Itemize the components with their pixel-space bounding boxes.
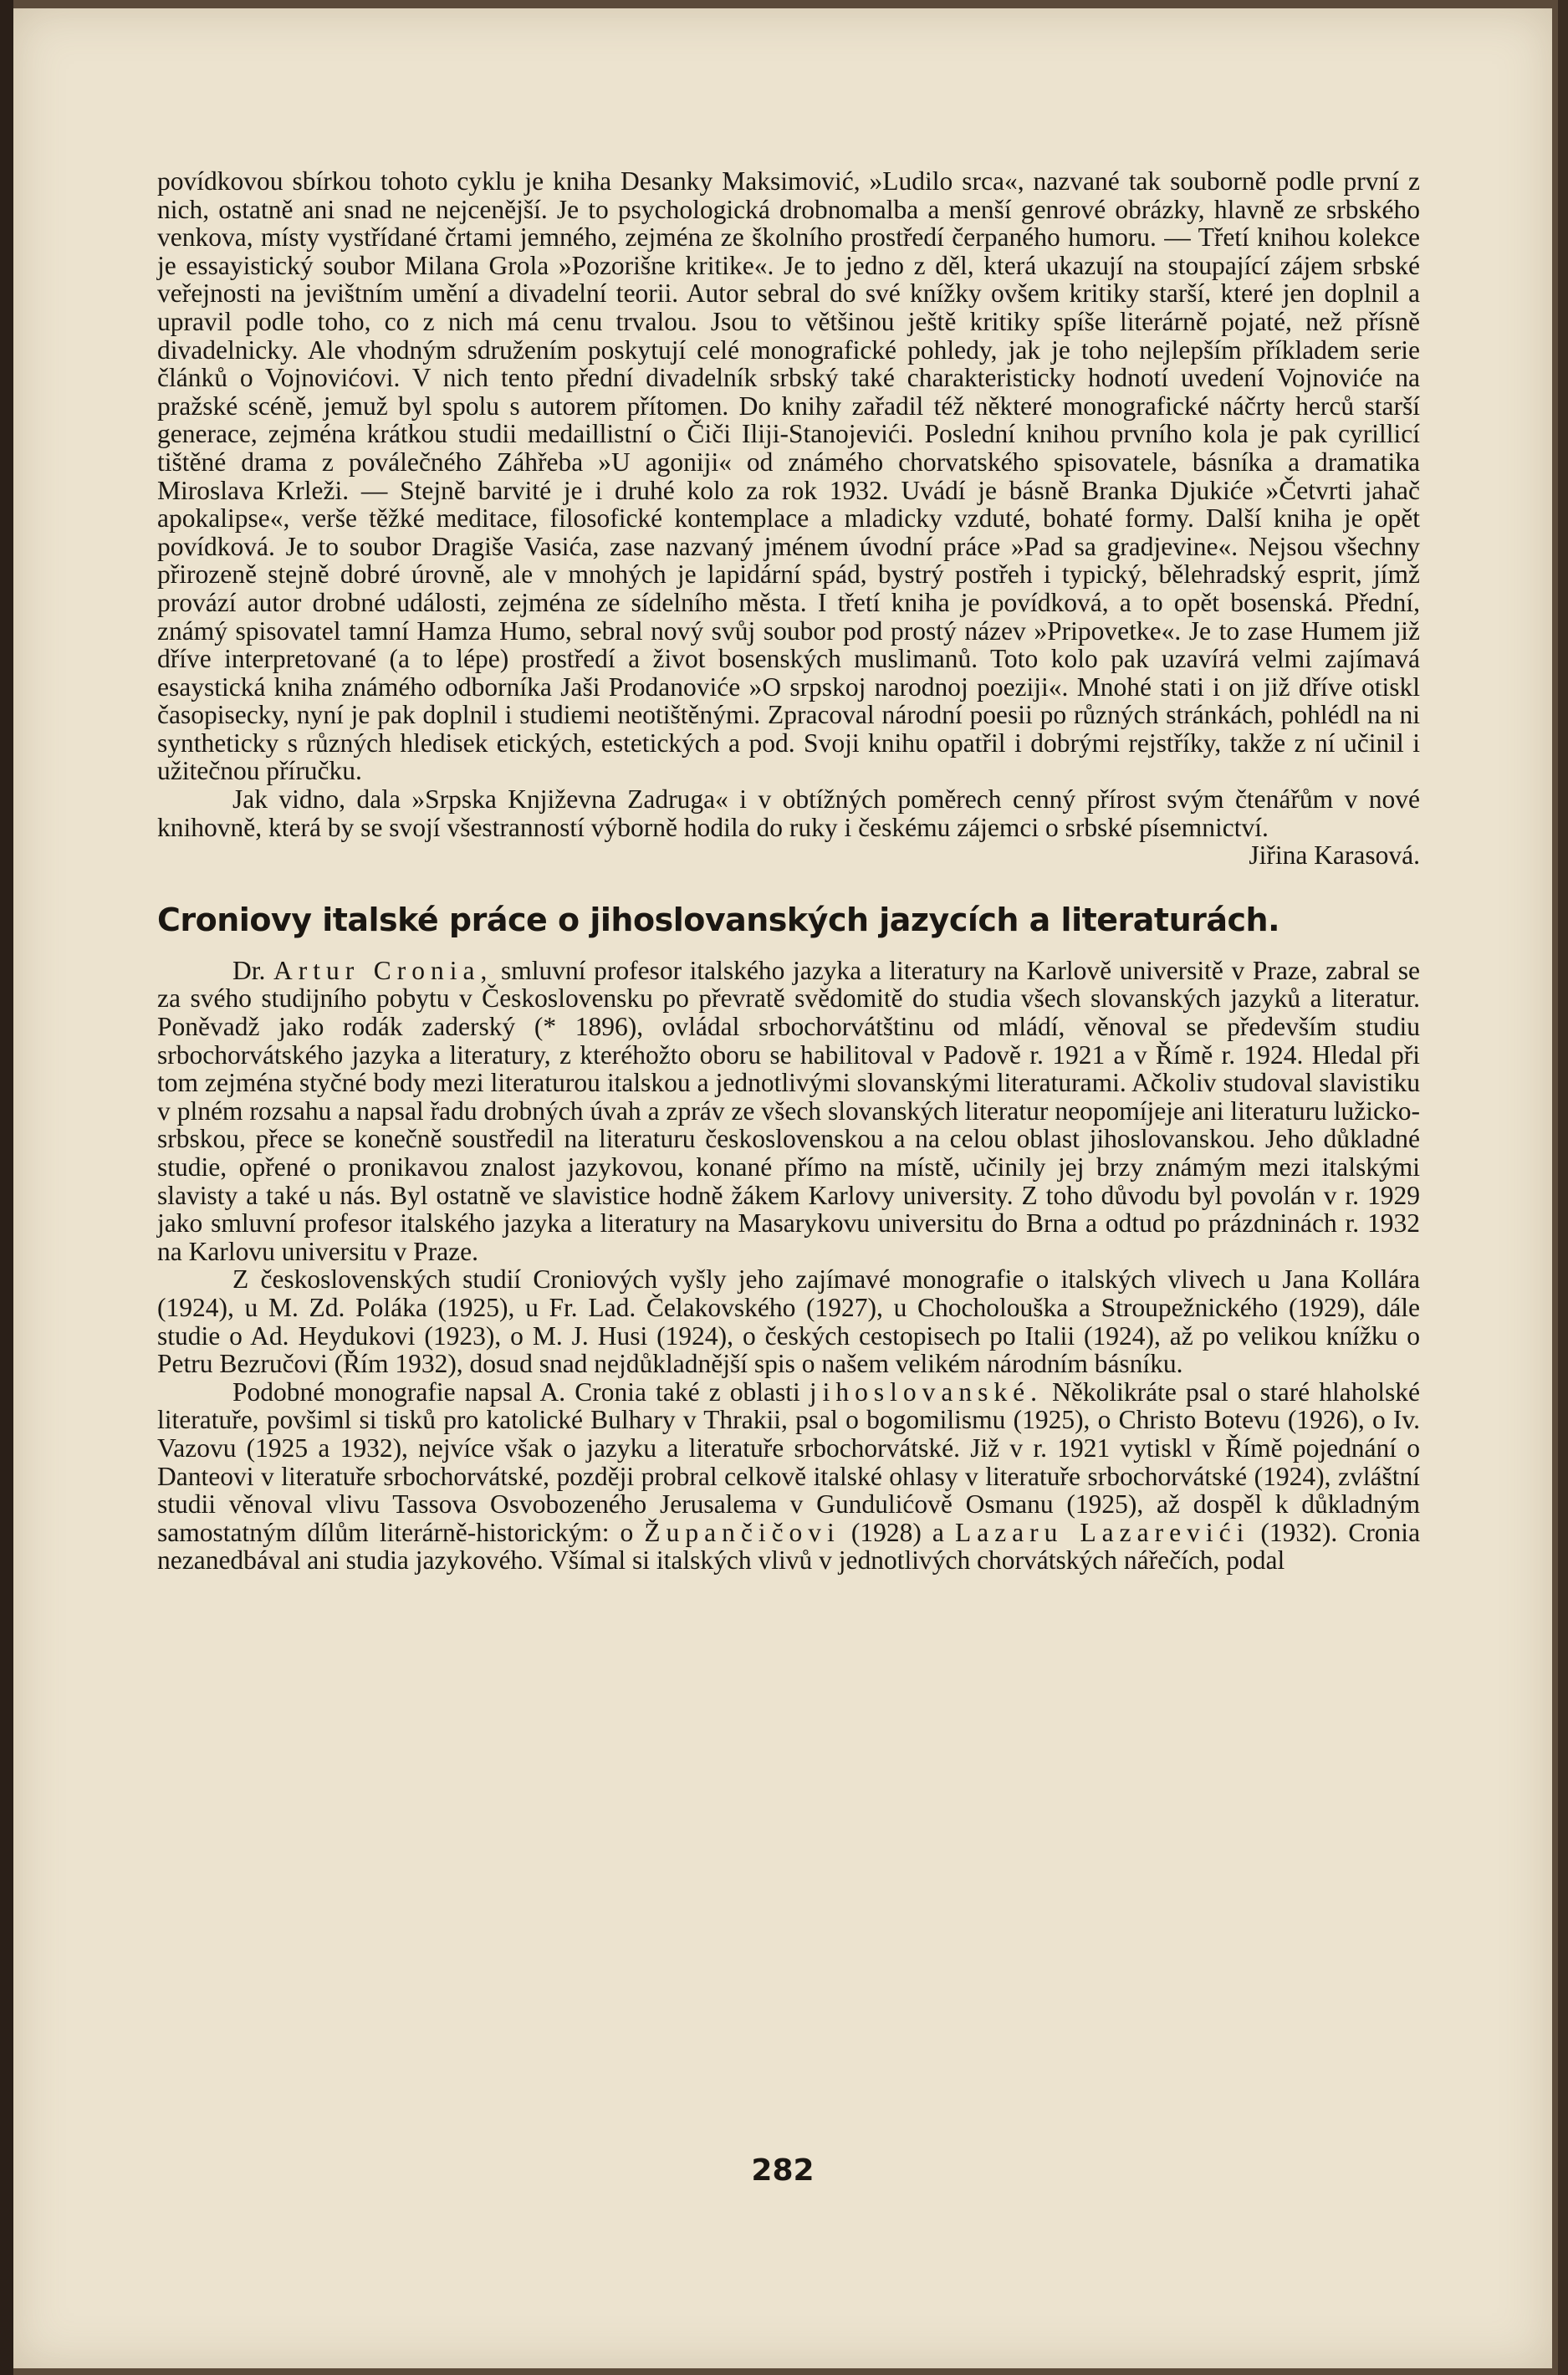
article-paragraph-1: Dr. Artur Cronia, smluvní profesor italského jazyka a literatury na Karlově universitě v Praze, zabral se za svého studijního pobytu v Československu po převratě svědomitě do studia všech slovanských jazyků a literatur. Poněvadž jako rodák zaderský (* 1896), ovládal srbochorvátštinu od mládí, věnoval se především studiu srbochorvátského jazyka a literatury, z kteréhožto oboru se habilitoval v Padově r. 1921 a v Římě r. 1924. Hledal při tom zejména styčné body mezi literaturou italskou a jednotlivými slovanskými literaturami. Ačkoliv studoval slavistiku v plném rozsahu a napsal řadu drobných úvah a zpráv ze všech slovanských literatur neopomíjeje ani literaturu lužicko-srbskou, přece se konečně soustředil na literaturu československou a na celou oblast jihoslovanskou. Jeho důkladné studie, opřené o pronikavou znalost jazykovou, konané přímo na místě, učinily jej brzy známým mezi italskými slavisty a také u nás. Byl ostatně ve slavistice hodně žákem Karlovy university. Z toho důvodu byl povolán v r. 1929 jako smluvní profesor italského jazyka a literatury na Masarykovu universitu do Brna a odtud po prázdninách r. 1932 na Karlovu universitu v Praze. <box>157 955 1421 1266</box>
article-paragraph-3: Podobné monografie napsal A. Cronia také z oblasti jihoslovanské. Několikráte psal o staré hlaholské literatuře, povšiml si tisků pro katolické Bulhary v Thrakii, psal o bogomilismu (1925), o Christo Botevu (1926), o Iv. Vazovu (1925 a 1932), nejvíce však o jazyku a literatuře srbochorvátské. Již v r. 1921 vytiskl v Římě pojednání o Danteovi v literatuře srbochorvátské, později probral celkově italské ohlasy v literatuře srbochorvátské (1924), zvláštní studii věnoval vlivu Tassova Osvobozeného Jerusalema v Gundulićově Osmanu (1925), až dospěl k důkladným samostatným dílům literárně-historickým: o Župančičovi (1928) a Lazaru Lazarevići (1932). Cronia nezanedbával ani studia jazykového. Všímal si italských vlivů v jednotlivých chorvátských nářečích, podal <box>157 1376 1421 1576</box>
page-content <box>157 167 1420 1575</box>
review-closing <box>157 785 1420 841</box>
author-line <box>157 841 1420 870</box>
closing-paragraph: Jak vidno, dala »Srpska Književna Zadruga« i v obtížných poměrech cenný přírost svým čtenářům v nové knihovně, která by se svojí všestranností výborně hodila do ruky i českému zájemci o srbské písemnictví. <box>157 784 1420 842</box>
review-author: Jiřina Karasová. <box>1249 840 1420 871</box>
scan-left-edge <box>0 0 13 2375</box>
review-paragraph: povídkovou sbírkou tohoto cyklu je kniha Desanky Maksimović, »Ludilo srca«, nazvané tak souborně podle první z nich, ostatně ani snad ne nejcenější. Je to psychologická drobnomalba a menší genrové obrázky, hlavně ze srbského venkova, místy vystřídané črtami jemného, zejména ze školního prostředí čerpaného humoru. — Třetí knihou kolekce je essayistický soubor Milana Grola »Pozorišne kritike«. Je to jedno z děl, která ukazují na stoupající zájem srbské veřejnosti na jevištním umění a divadelní teorii. Autor sebral do své knížky ovšem kritiky starší, které jen doplnil a upravil podle toho, co z nich má cenu trvalou. Jsou to většinou ještě kritiky spíše literárně pojaté, než přísně divadelnicky. Ale vhodným sdružením poskytují celé monografické pohledy, jak je toho nejlepším příkladem serie článků o Vojnovićovi. V nich tento přední divadelník srbský také charakteristicky hodnotí uvedení Vojnoviće na pražské scéně, jemuž byl spolu s autorem přítomen. Do knihy zařadil též některé monografické náčrty herců starší generace, zejména krátkou studii medaillistní o Čiči Iliji-Stanojevići. Poslední knihou prvního kola je pak cyrillicí tištěné drama z poválečného Záhřeba »U agoniji« od známého chorvatského spisovatele, básníka a dramatika Miroslava Krleži. — Stejně barvité je i druhé kolo za rok 1932. Uvádí je básně Branka Djukiće »Četvrti jahač apokalipse«, verše těžké meditace, filosofické kontemplace a mladicky vzduté, bohaté formy. Další kniha je opět povídková. Je to soubor Dragiše Vasića, zase nazvaný jménem úvodní práce »Pad sa gradjevine«. Nejsou všechny přirozeně stejně dobré úrovně, ale v mnohých je lapidární spád, bystrý postřeh i typický, bělehradský esprit, jímž provází autor drobné události, zejména ze sídelního města. I třetí kniha je povídková, a to opět bosenská. Přední, známý spisovatel tamní Hamza Humo, sebral nový svůj soubor pod prostý název »Pripovetke«. Je to zase Humem již dříve interpretované (a to lépe) prostředí a život bosenských muslimanů. Toto kolo pak uzavírá velmi zajímavá esaystická kniha známého odborníka Jaši Prodanoviće »O srpskoj narodnoj poeziji«. Mnohé stati i on již dříve otiskl časopisecky, nyní je pak doplnil i studiemi neotištěnými. Zpracoval národní poesii po různých stránkách, pohlédl na ni syntheticky s různých hledisek etických, estetických a pod. Svoji knihu opatřil i dobrými rejstříky, takže z ní učinil i užitečnou příručku. <box>157 166 1420 786</box>
book-page <box>13 8 1552 2368</box>
scan-right-edge <box>1558 0 1568 2375</box>
spaced-name: Artur Cronia, <box>273 955 493 985</box>
page-number: 282 <box>751 2153 815 2188</box>
article-title: Croniovy italské práce o jihoslovanských jazycích a literaturách. <box>157 901 1280 938</box>
article-paragraph-2: Z československých studií Croniových vyšly jeho zajímavé monografie o italských vlivech u Jana Kollára (1924), u M. Zd. Poláka (1925), u Fr. Lad. Čelakovského (1927), u Chocholouška a Stroupežnického (1929), dále studie o Ad. Heydukovi (1923), o M. J. Husi (1924), o českých cestopisech po Italii (1924), až po velikou knížku o Petru Bezručovi (Řím 1932), dosud snad nejdůkladnější spis o našem velikém národním básníku. <box>157 1264 1420 1379</box>
